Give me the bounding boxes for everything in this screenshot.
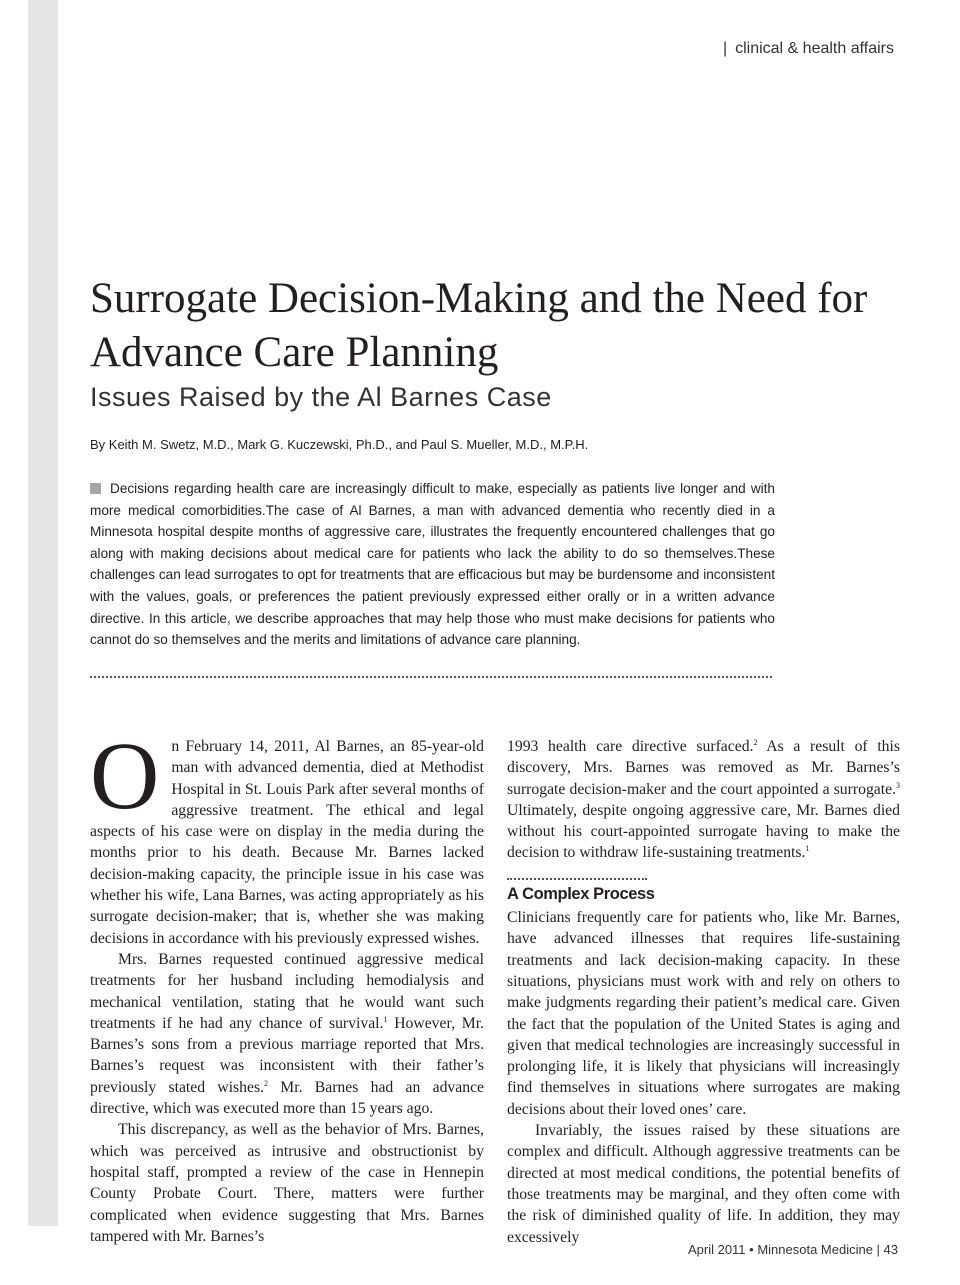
- drop-cap: O: [90, 722, 160, 829]
- paragraph: [90, 722, 484, 949]
- reference-marker: 3: [896, 780, 900, 790]
- page-footer: April 2011 • Minnesota Medicine | 43: [687, 1242, 898, 1257]
- body-column-left: [90, 722, 484, 1247]
- reference-marker: 1: [805, 844, 810, 854]
- left-margin-bar: [28, 0, 58, 1226]
- paragraph: [90, 1119, 484, 1247]
- abstract: [90, 478, 775, 651]
- paragraph-text: Invariably, the issues raised by these situations are complex and difficult. Although aggressive treatments can be directed at most medical conditions, the potential benefits of those treatments may be marginal, and they often come with the risk of diminished quality of life. In addition, they may excessively: [507, 1122, 900, 1246]
- article-subtitle: Issues Raised by the Al Barnes Case: [90, 382, 552, 412]
- article-title: Surrogate Decision-Making and the Need for Advance Care Planning: [90, 275, 868, 376]
- reference-marker: 1: [383, 1014, 388, 1024]
- paragraph: [90, 949, 484, 1119]
- section-subhead: A Complex Process: [507, 884, 655, 903]
- paragraph-text: Mr. Barnes had an advance directive, which was executed more than 15 years ago.: [90, 1078, 484, 1118]
- section-header: [723, 40, 894, 58]
- abstract-text: Decisions regarding health care are increasingly difficult to make, especially as patients live longer and with more medical comorbidities.The case of Al Barnes, a man with advanced dementia who recently died in a Minnesota hospital despite months of aggressive care, illustrates the frequently encountered challenges that go along with making decisions about medical care for patients who lack the ability to do so themselves.These challenges can lead surrogates to opt for treatments that are efficacious but may be burdensome and inconsistent with the values, goals, or preferences the patient previously expressed either orally or in a written advance directive. In this article, we describe approaches that may help those who must make decisions for patients who cannot do so themselves and the merits and limitations of advance care planning.: [90, 481, 775, 648]
- paragraph-text: Mrs. Barnes requested continued aggressive medical treatments for her husband including hemodialysis and mechanical ventilation, stating that he would want such treatments if he had any chance of survival.: [90, 950, 484, 1032]
- abstract-divider: [90, 676, 772, 678]
- paragraph-text: 1993 health care directive surfaced.: [507, 738, 754, 755]
- subhead-divider: [507, 878, 647, 880]
- reference-marker: 2: [753, 738, 758, 747]
- section-divider: |: [722, 40, 728, 57]
- body-column-right: [507, 736, 900, 1248]
- paragraph-text: As a result of this discovery, Mrs. Barnes was removed as Mr. Barnes’s surrogate decision-maker and the court appointed a surrogate.: [507, 738, 900, 798]
- reference-marker: 2: [264, 1078, 268, 1088]
- square-bullet-icon: [90, 483, 101, 494]
- paragraph-text: However, Mr. Barnes’s sons from a previous marriage reported that Mrs. Barnes’s request was inconsistent with their father’s previously stated wishes.: [90, 1014, 484, 1096]
- paragraph-text: This discrepancy, as well as the behavior of Mrs. Barnes, which was perceived as intrusive and obstructionist by hospital staff, prompted a review of the case in Hennepin County Probate Court. There, matters were further complicated when evidence suggesting that Mrs. Barnes tampered with Mr. Barnes’s: [90, 1121, 484, 1245]
- paragraph-text: Ultimately, despite ongoing aggressive care, Mr. Barnes died without his court-appointed surrogate having to make the decision to withdraw life-sustaining treatments.: [507, 801, 900, 862]
- section-label: clinical & health affairs: [735, 40, 894, 57]
- paragraph: [507, 1120, 900, 1248]
- paragraph-text: n February 14, 2011, Al Barnes, an 85-year-old man with advanced dementia, died at Methodist Hospital in St. Louis Park after several months of aggressive treatment. The ethical and legal aspects of his case were on display in the media during the months prior to his death. Because Mr. Barnes lacked decision-making capacity, the principle issue in his case was whether his wife, Lana Barnes, was acting appropriately as his surrogate decision-maker; that is, whether she was making decisions in accordance with his previously expressed wishes.: [90, 738, 484, 947]
- byline: By Keith M. Swetz, M.D., Mark G. Kuczewski, Ph.D., and Paul S. Mueller, M.D., M.P.H.: [90, 437, 589, 452]
- paragraph-text: Clinicians frequently care for patients who, like Mr. Barnes, have advanced illnesses that requires life-sustaining treatments and lack decision-making capacity. In these situations, physicians must work with and rely on others to make judgments regarding their patient’s medical care. Given the fact that the population of the United States is aging and given that medical technologies are increasingly successful in prolonging life, it is likely that physicians will increasingly find themselves in situations where surrogates are making decisions about their loved ones’ care.: [507, 909, 900, 1118]
- paragraph: [507, 907, 900, 1120]
- paragraph: [507, 736, 900, 864]
